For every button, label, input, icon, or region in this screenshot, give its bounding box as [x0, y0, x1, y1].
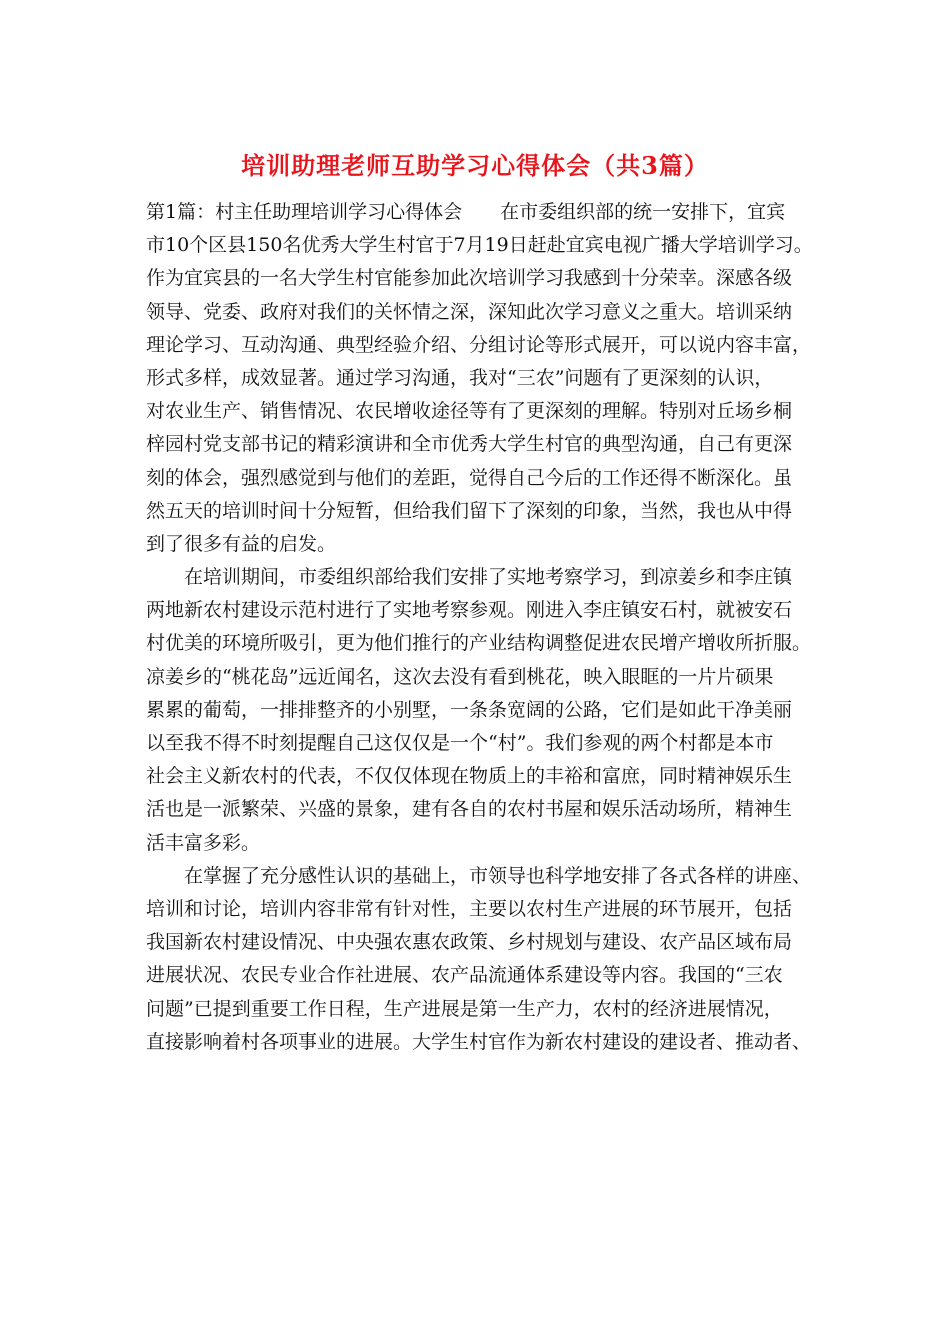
- text-line: 活丰富多彩。: [146, 831, 261, 854]
- text-line: 刻的体会，强烈感觉到与他们的差距，觉得自己今后的工作还得不断深化。虽: [146, 466, 793, 489]
- document-title: 培训助理老师互助学习心得体会（共3篇）: [241, 151, 709, 180]
- text-line: 梓园村党支部书记的精彩演讲和全市优秀大学生村官的典型沟通，自己有更深: [146, 433, 793, 456]
- document-body: [146, 196, 816, 1059]
- text-line: 我国新农村建设情况、中央强农惠农政策、乡村规划与建设、农产品区域布局: [146, 931, 793, 954]
- text-line: 社会主义新农村的代表，不仅仅体现在物质上的丰裕和富庶，同时精神娱乐生: [146, 765, 793, 788]
- text-line: 进展状况、农民专业合作社进展、农产品流通体系建设等内容。我国的“三农: [146, 964, 783, 987]
- paragraph-start-line: 在掌握了充分感性认识的基础上，市领导也科学地安排了各式各样的讲座、: [184, 864, 812, 887]
- text-line: 累累的葡萄，一排排整齐的小别墅，一条条宽阔的公路，它们是如此干净美丽: [146, 698, 793, 721]
- text-line: 领导、党委、政府对我们的关怀情之深，深知此次学习意义之重大。培训采纳: [146, 300, 793, 323]
- text-line: 第1篇：村主任助理培训学习心得体会 在市委组织部的统一安排下，宜宾: [146, 201, 786, 223]
- text-line: 直接影响着村各项事业的进展。大学生村官作为新农村建设的建设者、推动者、: [146, 1030, 812, 1053]
- text-line: 村优美的环境所吸引，更为他们推行的产业结构调整促进农民增产增收所折服。: [146, 632, 812, 655]
- text-line: 凉姜乡的“桃花岛”远近闻名，这次去没有看到桃花，映入眼眶的一片片硕果: [146, 665, 774, 688]
- text-line: 以至我不得不时刻提醒自己这仅仅是一个“村”。我们参观的两个村都是本市: [146, 732, 774, 754]
- text-line: 问题”已提到重要工作日程，生产进展是第一生产力，农村的经济进展情况，: [146, 997, 783, 1020]
- text-line: 对农业生产、销售情况、农民增收途径等有了更深刻的理解。特别对丘场乡桐: [146, 400, 793, 423]
- text-line: 形式多样，成效显著。通过学习沟通，我对“三农”问题有了更深刻的认识，: [146, 366, 774, 389]
- text-line: 两地新农村建设示范村进行了实地考察参观。刚进入李庄镇安石村，就被安石: [146, 599, 793, 622]
- text-line: 然五天的培训时间十分短暂，但给我们留下了深刻的印象，当然，我也从中得: [146, 499, 793, 522]
- text-line: 作为宜宾县的一名大学生村官能参加此次培训学习我感到十分荣幸。深感各级: [146, 267, 793, 290]
- text-line: 市10个区县150名优秀大学生村官于7月19日赶赴宜宾电视广播大学培训学习。: [146, 234, 813, 257]
- text-line: 培训和讨论，培训内容非常有针对性，主要以农村生产进展的环节展开，包括: [146, 897, 793, 920]
- text-line: 到了很多有益的启发。: [146, 532, 337, 555]
- paragraph-start-line: 在培训期间，市委组织部给我们安排了实地考察学习，到凉姜乡和李庄镇: [184, 566, 793, 589]
- text-line: 活也是一派繁荣、兴盛的景象，建有各自的农村书屋和娱乐活动场所，精神生: [146, 798, 793, 821]
- text-line: 理论学习、互动沟通、典型经验介绍、分组讨论等形式展开，可以说内容丰富，: [146, 333, 812, 356]
